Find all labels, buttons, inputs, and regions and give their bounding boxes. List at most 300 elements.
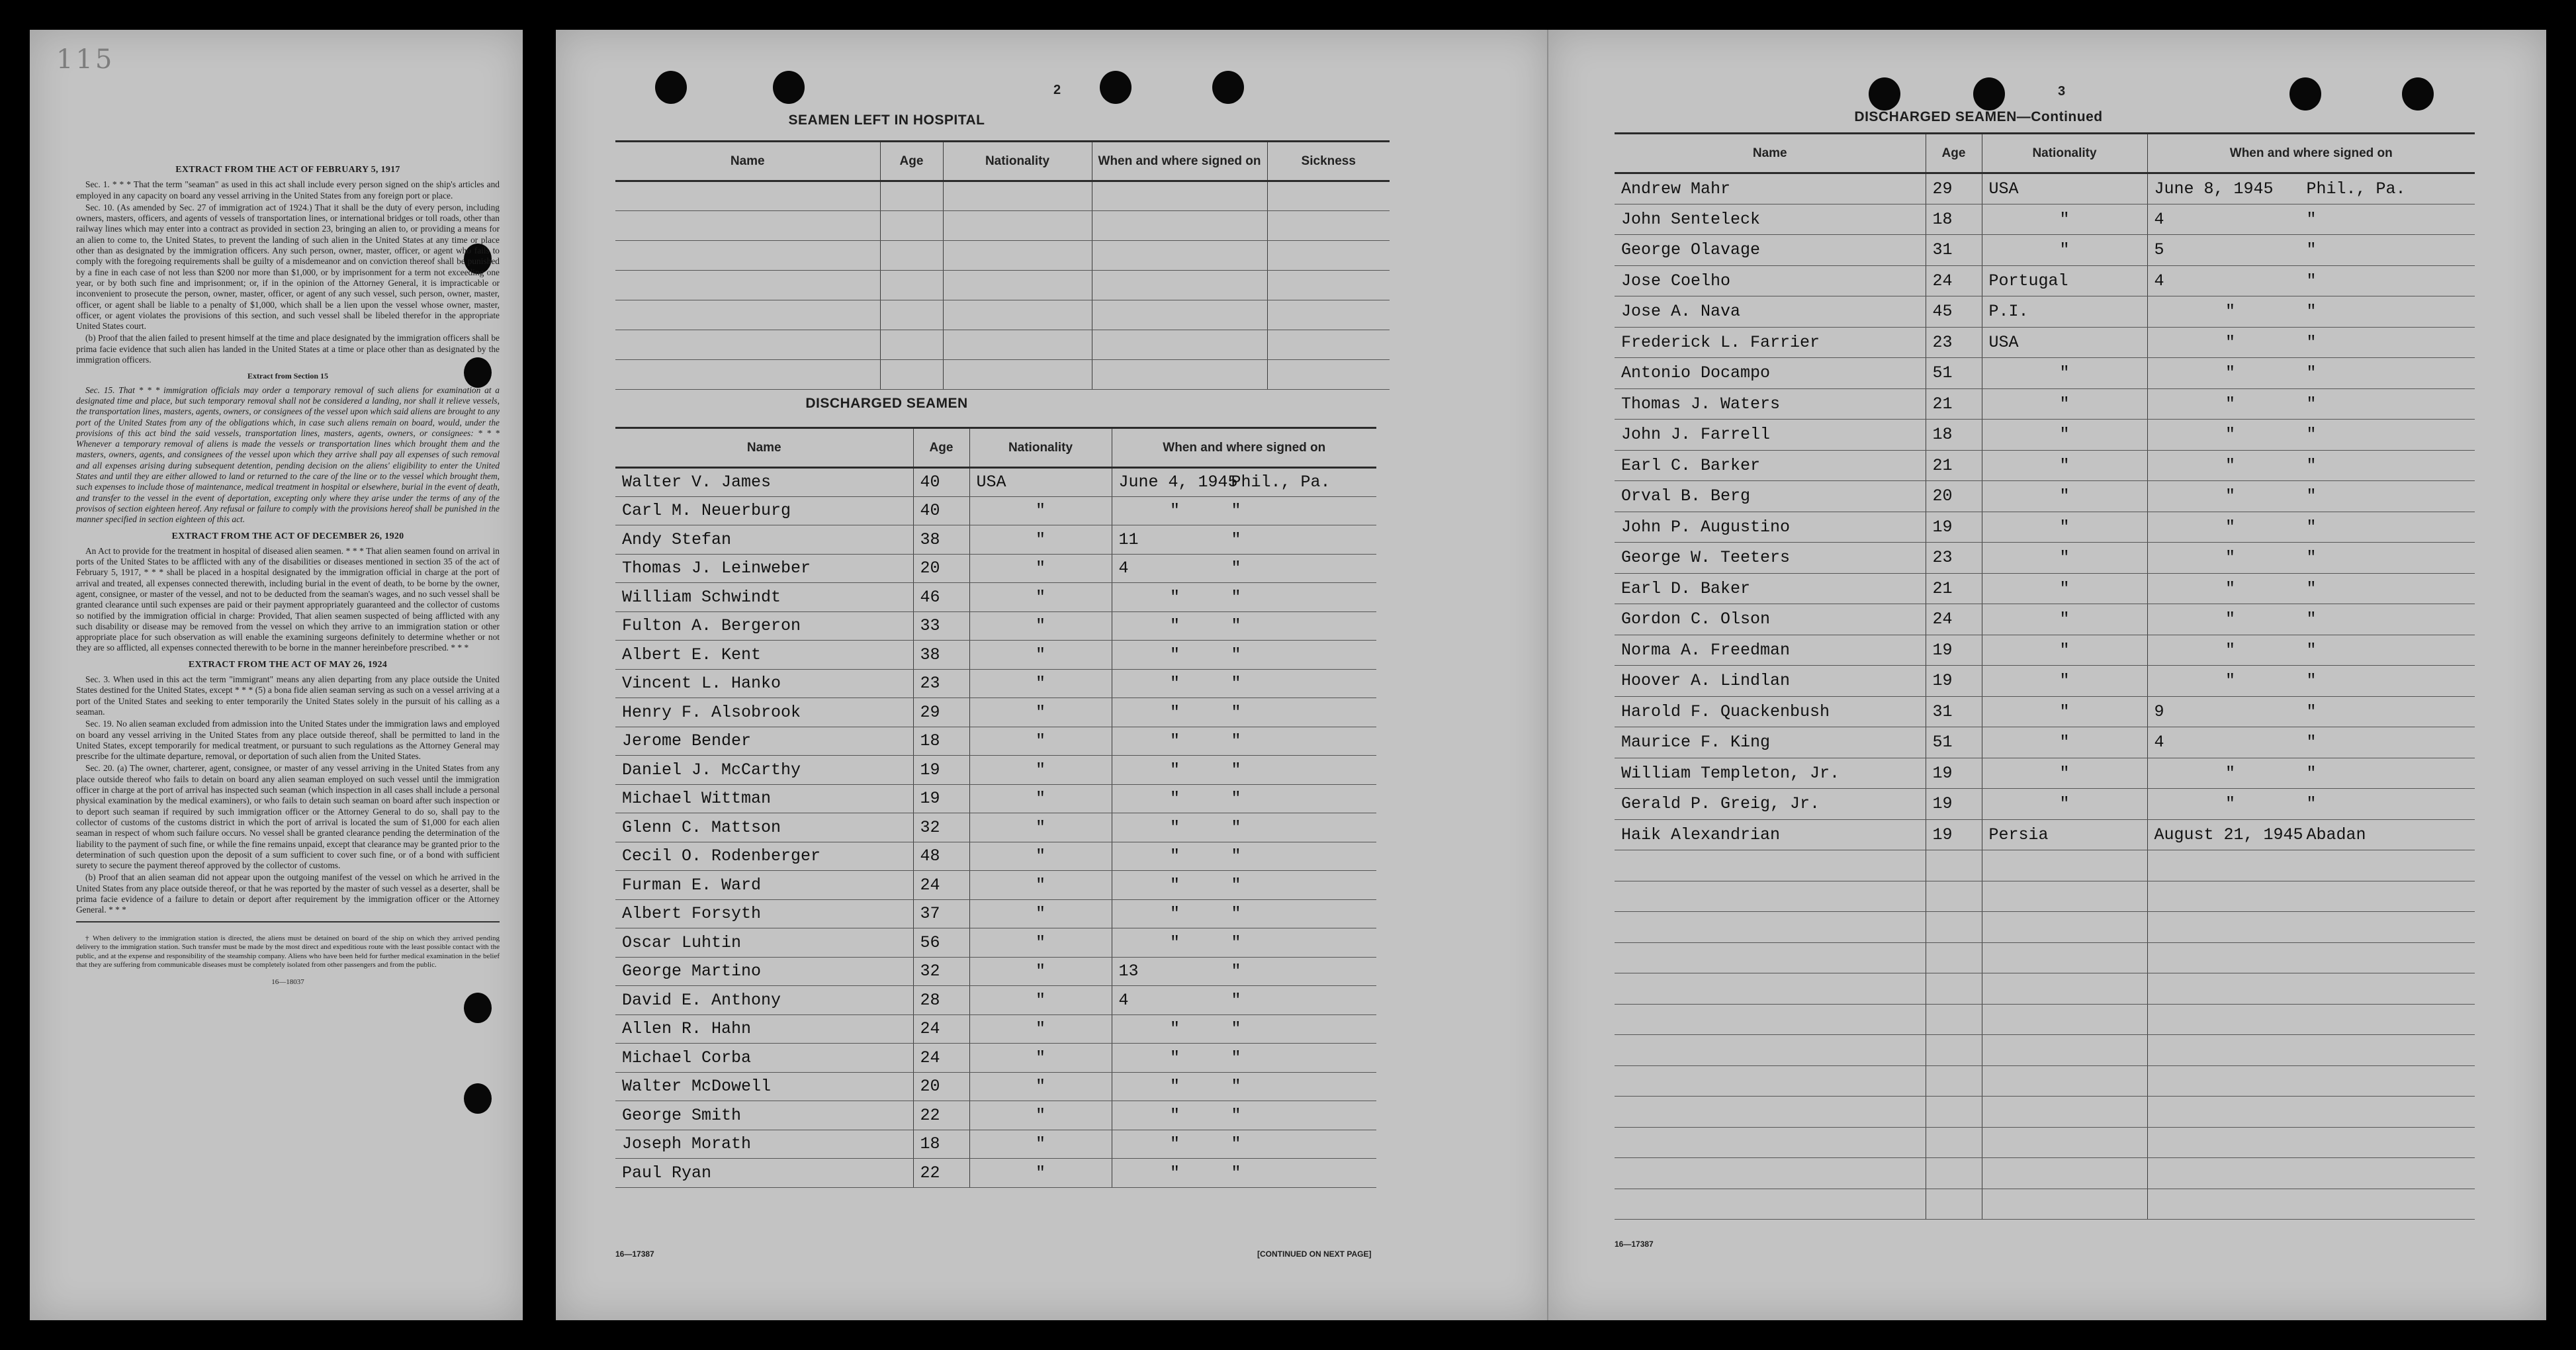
seaman-nationality: " — [969, 1159, 1112, 1188]
seaman-nationality: " — [1982, 666, 2147, 697]
signed-on-date: " — [2225, 640, 2235, 660]
col-header-age: Age — [913, 428, 969, 468]
signed-on-place: " — [2306, 486, 2317, 506]
seaman-age: 20 — [913, 554, 969, 583]
seaman-nationality: " — [1982, 789, 2147, 820]
signed-on-place: Abadan — [2306, 825, 2366, 844]
table-row — [615, 641, 1376, 670]
signed-on-cell — [1112, 899, 1376, 928]
divider — [76, 921, 500, 922]
extract-heading-1917: EXTRACT FROM THE ACT OF FEBRUARY 5, 1917 — [175, 165, 400, 175]
table-row — [1615, 235, 2475, 266]
signed-on-place: " — [1231, 702, 1241, 722]
signed-on-cell — [2147, 604, 2475, 635]
empty-cell — [1267, 181, 1390, 211]
seaman-age: 18 — [913, 727, 969, 756]
table-row — [615, 727, 1376, 756]
form-number: 16—17387 — [615, 1249, 654, 1259]
signed-on-cell — [2147, 635, 2475, 666]
empty-cell — [1267, 300, 1390, 330]
seaman-age: 20 — [1926, 481, 1982, 512]
seaman-age — [1926, 1189, 1982, 1220]
empty-cell — [943, 300, 1092, 330]
table-row — [1615, 296, 2475, 328]
empty-cell — [880, 211, 943, 241]
signed-on-date: " — [1169, 731, 1180, 751]
seaman-name: Thomas J. Waters — [1615, 388, 1926, 420]
seaman-nationality: " — [969, 1014, 1112, 1044]
punch-hole — [773, 71, 805, 104]
col-header-age: Age — [880, 142, 943, 181]
punch-hole — [464, 993, 492, 1023]
table-row — [1615, 204, 2475, 235]
signed-on-cell — [1112, 1044, 1376, 1073]
page-number: 3 — [2058, 84, 2066, 99]
seaman-nationality: " — [969, 957, 1112, 986]
signed-on-cell — [1112, 813, 1376, 842]
signed-on-cell — [2147, 1035, 2475, 1066]
signed-on-cell — [1112, 842, 1376, 871]
seaman-nationality: " — [1982, 512, 2147, 543]
seaman-name: Maurice F. King — [1615, 727, 1926, 758]
signed-on-date: " — [2225, 578, 2235, 598]
seaman-age: 33 — [913, 611, 969, 641]
seaman-name: Albert Forsyth — [615, 899, 913, 928]
seaman-age: 19 — [1926, 666, 1982, 697]
seaman-age: 40 — [913, 496, 969, 525]
seaman-nationality: USA — [1982, 327, 2147, 358]
signed-on-date: " — [2225, 763, 2235, 783]
table-row — [615, 300, 1390, 330]
empty-cell — [943, 271, 1092, 300]
signed-on-cell — [2147, 881, 2475, 912]
empty-cell — [615, 181, 880, 211]
signed-on-place: " — [1231, 1134, 1241, 1154]
signed-on-date: " — [1169, 904, 1180, 924]
seaman-age: 20 — [913, 1072, 969, 1101]
seaman-age — [1926, 1158, 1982, 1189]
seaman-nationality: " — [969, 641, 1112, 670]
seaman-age: 19 — [1926, 512, 1982, 543]
table-row — [1615, 1189, 2475, 1220]
extract-paragraph: An Act to provide for the treatment in hospital of diseased alien seamen. * * * That alien seamen found on arrival in ports of the United States to be afflicted with any of the disabilities or diseases mentioned in section 35 of the act of February 5, 1917, * * * shall be placed in a hospital designated by the immigration official in charge at the port of arrival and treated, all expenses connected therewith, including burial in the event of death, to be borne by the owner, agent, consignee, or master of the vessel, and not to be deducted from the seaman's wages, and no such vessel shall be granted clearance until such expenses are paid or their payment appropriately guaranteed and the collector of customs so notified by the immigration official in charge: Provided, That alien seamen suspected of being afflicted with any such disability or disease may be removed from the vessel on which they arrive to an immigration station or other appropriate place for such observation as will enable the examining surgeons definitely to determine whether or not they are so afflicted, all expenses connected therewith to be borne in the manner hereinbefore prescribed. * * * — [76, 545, 500, 653]
hospital-table — [615, 140, 1390, 390]
signed-on-place: " — [1231, 760, 1241, 780]
signed-on-date: " — [2225, 363, 2235, 383]
seaman-age: 38 — [913, 641, 969, 670]
seaman-name: Hoover A. Lindlan — [1615, 666, 1926, 697]
seaman-name: George Olavage — [1615, 235, 1926, 266]
signed-on-date: " — [1169, 932, 1180, 952]
seaman-age: 21 — [1926, 450, 1982, 481]
seaman-nationality: " — [969, 986, 1112, 1015]
signed-on-date: 5 — [2154, 240, 2164, 260]
empty-cell — [880, 241, 943, 271]
seaman-name: Earl C. Barker — [1615, 450, 1926, 481]
empty-cell — [943, 360, 1092, 390]
signed-on-place: " — [1231, 904, 1241, 924]
seaman-age: 23 — [1926, 543, 1982, 574]
signed-on-cell — [2147, 850, 2475, 881]
signed-on-cell — [2147, 1158, 2475, 1189]
signed-on-place: " — [1231, 1077, 1241, 1097]
signed-on-cell — [1112, 554, 1376, 583]
table-row — [615, 330, 1390, 360]
seaman-nationality — [1982, 1035, 2147, 1066]
seaman-name: John J. Farrell — [1615, 420, 1926, 451]
seaman-nationality: " — [1982, 420, 2147, 451]
table-row — [615, 1072, 1376, 1101]
seaman-name: Vincent L. Hanko — [615, 669, 913, 698]
table-row — [1615, 635, 2475, 666]
signed-on-date: June 4, 1945 — [1118, 472, 1238, 492]
seaman-name: Jose A. Nava — [1615, 296, 1926, 328]
seaman-nationality: " — [969, 1130, 1112, 1159]
table-row — [1615, 388, 2475, 420]
table-row — [1615, 819, 2475, 850]
page-number: 2 — [1053, 83, 1061, 97]
signed-on-place: " — [1231, 645, 1241, 664]
seaman-name: Glenn C. Mattson — [615, 813, 913, 842]
seaman-age: 51 — [1926, 358, 1982, 389]
signed-on-date: " — [1169, 789, 1180, 809]
punch-hole — [2402, 77, 2434, 111]
signed-on-cell — [1112, 928, 1376, 958]
extract-paragraph: (b) Proof that an alien seaman did not appear upon the outgoing manifest of the vessel on which he arrived in the United States from any place outside thereof, or that he was reported by the master of such vessel as a deserter, shall be prima facie evidence of a failure to detain or deport after requirement by the immigration officer or the Attorney General. * * * — [76, 872, 500, 915]
seaman-name: Antonio Docampo — [1615, 358, 1926, 389]
extract-paragraph: Sec. 3. When used in this act the term "immigrant" means any alien departing from any place outside the United States destined for the United States, except * * * (5) a bona fide alien seaman serving as such on a vessel arriving at a port of the United States and seeking to enter temporarily the United States solely in the pursuit of his calling as a seaman. — [76, 674, 500, 717]
seaman-name: George W. Teeters — [1615, 543, 1926, 574]
signed-on-cell — [2147, 727, 2475, 758]
table-row — [615, 1130, 1376, 1159]
table-row — [1615, 450, 2475, 481]
law-extract-column — [76, 159, 500, 987]
seaman-name: Cecil O. Rodenberger — [615, 842, 913, 871]
seaman-name: Walter V. James — [615, 468, 913, 497]
signed-on-place: " — [1231, 1163, 1241, 1183]
signed-on-date: " — [1169, 645, 1180, 664]
signed-on-place: " — [2306, 763, 2317, 783]
signed-on-place: " — [1231, 616, 1241, 636]
seaman-age: 46 — [913, 583, 969, 612]
seaman-nationality: " — [969, 727, 1112, 756]
signed-on-cell — [1112, 641, 1376, 670]
seaman-age: 18 — [1926, 420, 1982, 451]
signed-on-date: " — [2225, 332, 2235, 352]
table-row — [1615, 512, 2475, 543]
signed-on-cell — [2147, 758, 2475, 789]
signed-on-place: " — [1231, 990, 1241, 1010]
signed-on-place: " — [2306, 578, 2317, 598]
seaman-name — [1615, 942, 1926, 973]
seaman-name — [1615, 1158, 1926, 1189]
empty-cell — [615, 241, 880, 271]
empty-cell — [1092, 300, 1267, 330]
seaman-name — [1615, 1035, 1926, 1066]
empty-cell — [1267, 360, 1390, 390]
signed-on-place: " — [2306, 455, 2317, 475]
seaman-age: 22 — [913, 1159, 969, 1188]
signed-on-date: 4 — [2154, 209, 2164, 229]
seaman-name: Michael Wittman — [615, 784, 913, 813]
empty-cell — [615, 300, 880, 330]
seaman-nationality: " — [969, 525, 1112, 555]
col-header-nationality: Nationality — [969, 428, 1112, 468]
seaman-nationality: " — [1982, 235, 2147, 266]
signed-on-place: " — [2306, 640, 2317, 660]
punch-hole — [1100, 71, 1132, 104]
discharged-section-title: DISCHARGED SEAMEN — [805, 396, 968, 411]
seaman-name — [1615, 1065, 1926, 1097]
seaman-name: Daniel J. McCarthy — [615, 756, 913, 785]
signed-on-cell — [2147, 420, 2475, 451]
seaman-age: 29 — [913, 698, 969, 727]
seaman-age: 31 — [1926, 235, 1982, 266]
col-header-signed-on: When and where signed on — [1092, 142, 1267, 181]
seaman-name — [1615, 850, 1926, 881]
seaman-age: 19 — [1926, 789, 1982, 820]
seaman-nationality: " — [1982, 727, 2147, 758]
extract-heading-1920: EXTRACT FROM THE ACT OF DECEMBER 26, 1920 — [171, 531, 404, 541]
signed-on-place: " — [1231, 932, 1241, 952]
signed-on-place: " — [1231, 846, 1241, 866]
signed-on-cell — [1112, 756, 1376, 785]
seaman-nationality: " — [1982, 543, 2147, 574]
seaman-name: Frederick L. Farrier — [1615, 327, 1926, 358]
signed-on-date: " — [2225, 425, 2235, 445]
punch-hole — [1869, 77, 1900, 111]
signed-on-cell — [2147, 1127, 2475, 1158]
table-row — [615, 611, 1376, 641]
signed-on-cell — [1112, 1159, 1376, 1188]
signed-on-place: " — [2306, 733, 2317, 752]
seaman-age: 56 — [913, 928, 969, 958]
seaman-age — [1926, 850, 1982, 881]
table-row — [615, 986, 1376, 1015]
empty-cell — [1092, 241, 1267, 271]
seaman-name — [1615, 1097, 1926, 1128]
col-header-name: Name — [615, 142, 880, 181]
seaman-name: Gordon C. Olson — [1615, 604, 1926, 635]
table-row — [1615, 573, 2475, 604]
signed-on-date: August 21, 1945 — [2154, 825, 2303, 844]
signed-on-place: " — [2306, 271, 2317, 291]
table-row — [1615, 696, 2475, 727]
punch-hole — [464, 1083, 492, 1114]
table-row — [1615, 1035, 2475, 1066]
signed-on-cell — [2147, 912, 2475, 943]
seaman-age: 31 — [1926, 696, 1982, 727]
signed-on-cell — [1112, 698, 1376, 727]
empty-cell — [1092, 211, 1267, 241]
signed-on-place: " — [2306, 209, 2317, 229]
table-row — [1615, 358, 2475, 389]
form-number: 16—18037 — [271, 977, 304, 986]
signed-on-date: " — [1169, 616, 1180, 636]
seaman-age: 29 — [1926, 173, 1982, 204]
seaman-name: David E. Anthony — [615, 986, 913, 1015]
seaman-nationality: " — [1982, 696, 2147, 727]
signed-on-date: " — [1169, 1134, 1180, 1154]
seaman-nationality: " — [969, 784, 1112, 813]
seaman-name: George Smith — [615, 1101, 913, 1130]
seaman-name: Furman E. Ward — [615, 871, 913, 900]
signed-on-place: " — [1231, 817, 1241, 837]
signed-on-date: " — [1169, 1105, 1180, 1125]
seaman-age — [1926, 881, 1982, 912]
seaman-name — [1615, 912, 1926, 943]
signed-on-date: 4 — [2154, 733, 2164, 752]
seaman-age: 32 — [913, 813, 969, 842]
seaman-age: 19 — [913, 784, 969, 813]
signed-on-cell — [1112, 468, 1376, 497]
empty-cell — [1267, 241, 1390, 271]
signed-on-cell — [2147, 1189, 2475, 1220]
signed-on-cell — [1112, 1014, 1376, 1044]
seaman-nationality: " — [969, 669, 1112, 698]
signed-on-date: " — [2225, 517, 2235, 537]
seaman-nationality — [1982, 942, 2147, 973]
table-row — [1615, 327, 2475, 358]
signed-on-cell — [1112, 784, 1376, 813]
empty-cell — [1092, 360, 1267, 390]
signed-on-date: " — [2225, 609, 2235, 629]
signed-on-date: " — [2225, 302, 2235, 322]
signed-on-place: Phil., Pa. — [2306, 179, 2406, 199]
seaman-age: 32 — [913, 957, 969, 986]
signed-on-date: " — [2225, 455, 2235, 475]
signed-on-date: " — [2225, 548, 2235, 568]
signed-on-place: " — [1231, 1019, 1241, 1039]
seaman-name: Thomas J. Leinweber — [615, 554, 913, 583]
table-row — [615, 1101, 1376, 1130]
empty-cell — [1267, 211, 1390, 241]
seaman-name: Fulton A. Bergeron — [615, 611, 913, 641]
seaman-nationality: " — [1982, 388, 2147, 420]
table-row — [615, 1044, 1376, 1073]
seaman-age — [1926, 942, 1982, 973]
seaman-age — [1926, 1035, 1982, 1066]
signed-on-date: " — [1169, 1077, 1180, 1097]
seaman-nationality: " — [1982, 573, 2147, 604]
seaman-name: Paul Ryan — [615, 1159, 913, 1188]
seaman-name: John P. Augustino — [1615, 512, 1926, 543]
seaman-name: William Schwindt — [615, 583, 913, 612]
empty-cell — [615, 330, 880, 360]
table-row — [615, 698, 1376, 727]
table-row — [615, 957, 1376, 986]
signed-on-date: " — [2225, 671, 2235, 691]
signed-on-place: " — [2306, 332, 2317, 352]
seaman-age: 18 — [1926, 204, 1982, 235]
empty-cell — [880, 330, 943, 360]
empty-cell — [943, 181, 1092, 211]
signed-on-date: " — [2225, 486, 2235, 506]
seaman-nationality: " — [969, 813, 1112, 842]
signed-on-date: 13 — [1118, 962, 1139, 981]
seaman-nationality — [1982, 1004, 2147, 1035]
table-row — [1615, 850, 2475, 881]
manifest-page-3 — [1548, 30, 2546, 1320]
seaman-name: Joseph Morath — [615, 1130, 913, 1159]
seaman-name: Andrew Mahr — [1615, 173, 1926, 204]
seaman-name: Jose Coelho — [1615, 265, 1926, 296]
signed-on-date: 4 — [1118, 990, 1129, 1010]
col-header-nationality: Nationality — [943, 142, 1092, 181]
seaman-nationality: " — [969, 698, 1112, 727]
seaman-age: 45 — [1926, 296, 1982, 328]
seaman-age: 19 — [1926, 819, 1982, 850]
col-header-name: Name — [615, 428, 913, 468]
seaman-name — [1615, 1127, 1926, 1158]
empty-cell — [1267, 271, 1390, 300]
table-row — [615, 1014, 1376, 1044]
seaman-name: John Senteleck — [1615, 204, 1926, 235]
seaman-nationality — [1982, 1189, 2147, 1220]
signed-on-cell — [1112, 496, 1376, 525]
seaman-age: 19 — [1926, 758, 1982, 789]
punch-hole — [655, 71, 687, 104]
seaman-age: 19 — [1926, 635, 1982, 666]
signed-on-date: " — [1169, 587, 1180, 607]
signed-on-date: 4 — [2154, 271, 2164, 291]
table-row — [615, 525, 1376, 555]
seaman-age: 21 — [1926, 388, 1982, 420]
signed-on-date: 4 — [1118, 559, 1129, 578]
signed-on-date: " — [1169, 875, 1180, 895]
seaman-nationality: Portugal — [1982, 265, 2147, 296]
table-row — [615, 899, 1376, 928]
table-row — [615, 211, 1390, 241]
seaman-age: 48 — [913, 842, 969, 871]
table-row — [615, 583, 1376, 612]
seaman-age: 24 — [913, 1014, 969, 1044]
seaman-name: Allen R. Hahn — [615, 1014, 913, 1044]
page-mark: 115 — [56, 44, 115, 75]
signed-on-date: " — [1169, 1048, 1180, 1067]
signed-on-cell — [2147, 819, 2475, 850]
empty-cell — [943, 330, 1092, 360]
signed-on-place: " — [1231, 501, 1241, 521]
table-row — [1615, 1004, 2475, 1035]
seaman-nationality: USA — [969, 468, 1112, 497]
signed-on-cell — [2147, 173, 2475, 204]
signed-on-date: " — [1169, 817, 1180, 837]
signed-on-place: " — [2306, 701, 2317, 721]
signed-on-cell — [1112, 1101, 1376, 1130]
seaman-name: George Martino — [615, 957, 913, 986]
signed-on-date: " — [1169, 501, 1180, 521]
signed-on-cell — [2147, 204, 2475, 235]
seaman-nationality: " — [969, 1101, 1112, 1130]
col-header-name: Name — [1615, 134, 1926, 173]
seaman-nationality: " — [969, 1072, 1112, 1101]
signed-on-cell — [2147, 358, 2475, 389]
seaman-age: 40 — [913, 468, 969, 497]
seaman-age: 23 — [913, 669, 969, 698]
seaman-age: 22 — [913, 1101, 969, 1130]
signed-on-cell — [2147, 512, 2475, 543]
signed-on-place: " — [2306, 302, 2317, 322]
seaman-name: Gerald P. Greig, Jr. — [1615, 789, 1926, 820]
signed-on-place: " — [1231, 529, 1241, 549]
seaman-nationality: " — [969, 611, 1112, 641]
signed-on-place: " — [2306, 394, 2317, 414]
signed-on-cell — [2147, 1097, 2475, 1128]
signed-on-place: " — [2306, 794, 2317, 814]
seaman-nationality: " — [1982, 635, 2147, 666]
empty-cell — [1092, 330, 1267, 360]
